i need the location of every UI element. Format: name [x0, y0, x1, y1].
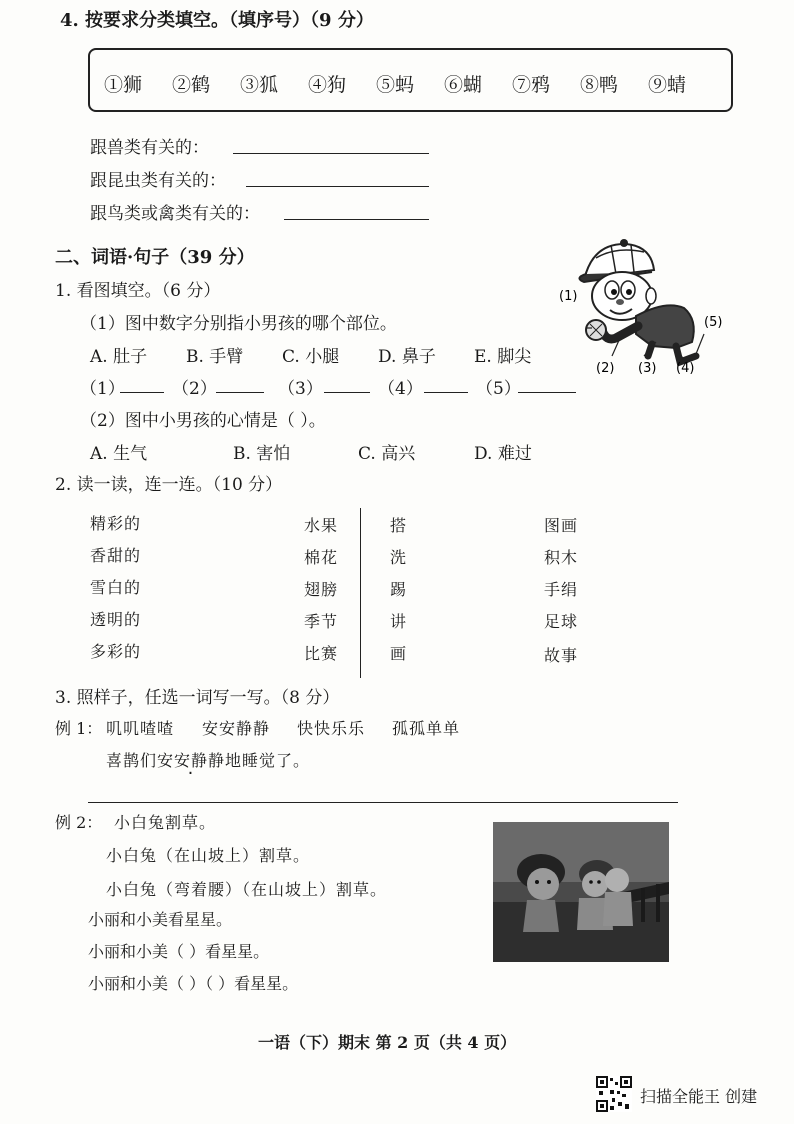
sentence-part: 地睡觉了。 — [225, 751, 311, 770]
task-line: 小丽和小美看星星。 — [88, 910, 233, 929]
example1-sentence — [106, 748, 310, 771]
match-object: 故事 — [544, 646, 579, 665]
char-item: ④狗 — [308, 74, 347, 96]
match-noun: 水果 — [304, 516, 339, 535]
category-label-bird: 跟鸟类或禽类有关的： — [90, 204, 260, 224]
match-verb: 画 — [390, 644, 408, 663]
q1-option: A. 肚子 — [90, 347, 148, 367]
q1-sub1: （1）图中数字分别指小男孩的哪个部位。 — [80, 314, 397, 334]
match-verb: 搭 — [390, 516, 408, 535]
mood-option: B. 害怕 — [233, 444, 291, 464]
match-object: 积木 — [544, 548, 579, 567]
q1-option: C. 小腿 — [282, 347, 340, 367]
blank-label: （4） — [378, 379, 423, 399]
scanner-watermark: 扫描全能王 创建 — [640, 1087, 758, 1106]
blank-label: （1） — [80, 379, 125, 399]
page-footer: 一语（下）期末 第 2 页（共 4 页） — [258, 1033, 517, 1052]
match-noun: 季节 — [304, 612, 339, 631]
figure-label: (5) — [704, 315, 723, 330]
blank-line[interactable] — [424, 392, 468, 393]
category-label-beast: 跟兽类有关的： — [90, 138, 209, 158]
blank-label: （2） — [172, 379, 217, 399]
char-item: ③狐 — [240, 74, 279, 96]
match-object: 图画 — [544, 516, 579, 535]
char-item: ⑨蜻 — [648, 74, 687, 96]
q1-option: D. 鼻子 — [378, 347, 436, 367]
match-adj: 多彩的 — [90, 642, 142, 661]
q1-option: E. 脚尖 — [474, 347, 532, 367]
character-row — [104, 70, 716, 97]
mood-option: A. 生气 — [90, 444, 148, 464]
answer-line-insect[interactable] — [246, 186, 429, 187]
q1-sub2: （2）图中小男孩的心情是（ ）。 — [80, 411, 326, 431]
figure-label: (3) — [638, 361, 657, 376]
example2-label: 例 2： — [55, 813, 103, 832]
match-adj: 香甜的 — [90, 546, 142, 565]
q1-title: 1. 看图填空。（6 分） — [55, 281, 221, 301]
column-divider — [360, 508, 361, 678]
char-item: ⑧鸭 — [580, 74, 619, 96]
example1-label: 例 1： — [55, 719, 103, 738]
example-word: 快快乐乐 — [297, 719, 366, 738]
example-word: 叽叽喳喳 — [106, 719, 175, 738]
match-verb: 踢 — [390, 580, 408, 599]
answer-line-bird[interactable] — [284, 219, 429, 220]
figure-label: (2) — [596, 361, 615, 376]
answer-line-beast[interactable] — [233, 153, 429, 154]
char-item: ⑥蝴 — [444, 74, 483, 96]
char-item: ①狮 — [104, 74, 143, 96]
q1-option: B. 手臂 — [186, 347, 244, 367]
sentence-emphasis: 安安静静 — [157, 751, 226, 770]
match-adj: 雪白的 — [90, 578, 142, 597]
example2-line: 小白兔（弯着腰）（在山坡上）割草。 — [106, 880, 388, 899]
char-item: ②鹤 — [172, 74, 211, 96]
match-object: 手绢 — [544, 580, 579, 599]
qr-code-icon — [596, 1076, 632, 1112]
task-line-blank2[interactable]: 小丽和小美（ ）（ ）看星星。 — [88, 974, 299, 993]
example2-line: 小白兔割草。 — [114, 813, 217, 832]
blank-line[interactable] — [518, 392, 576, 393]
blank-label: （5） — [476, 379, 521, 399]
mood-option: C. 高兴 — [358, 444, 416, 464]
match-noun: 棉花 — [304, 548, 339, 567]
figure-label: (1) — [559, 289, 578, 304]
match-object: 足球 — [544, 612, 579, 631]
match-verb: 讲 — [390, 612, 408, 631]
mood-option: D. 难过 — [474, 444, 532, 464]
char-item: ⑦鸦 — [512, 74, 551, 96]
sentence-part: 喜鹊们 — [106, 751, 158, 770]
writing-line[interactable] — [88, 802, 678, 803]
match-noun: 比赛 — [304, 644, 339, 663]
match-adj: 精彩的 — [90, 514, 142, 533]
blank-line[interactable] — [324, 392, 370, 393]
match-verb: 洗 — [390, 548, 408, 567]
char-item: ⑤蚂 — [376, 74, 415, 96]
q3-title: 3. 照样子，任选一词写一写。（8 分） — [55, 688, 340, 708]
q4-title: 4. 按要求分类填空。（填序号）（9 分） — [60, 10, 374, 31]
match-adj: 透明的 — [90, 610, 142, 629]
task-line-blank1[interactable]: 小丽和小美（ ）看星星。 — [88, 942, 270, 961]
q2-title: 2. 读一读，连一连。（10 分） — [55, 475, 283, 495]
blank-label: （3） — [278, 379, 323, 399]
boy-illustration — [556, 238, 736, 378]
example2-line: 小白兔（在山坡上）割草。 — [106, 846, 311, 865]
example-word: 安安静静 — [202, 719, 271, 738]
children-photo — [493, 822, 669, 962]
blank-line[interactable] — [216, 392, 264, 393]
blank-line[interactable] — [120, 392, 164, 393]
figure-label: (4) — [676, 361, 695, 376]
section-title: 二、词语·句子（39 分） — [55, 247, 255, 268]
example-word: 孤孤单单 — [392, 719, 461, 738]
category-label-insect: 跟昆虫类有关的： — [90, 171, 226, 191]
match-noun: 翅膀 — [304, 580, 339, 599]
